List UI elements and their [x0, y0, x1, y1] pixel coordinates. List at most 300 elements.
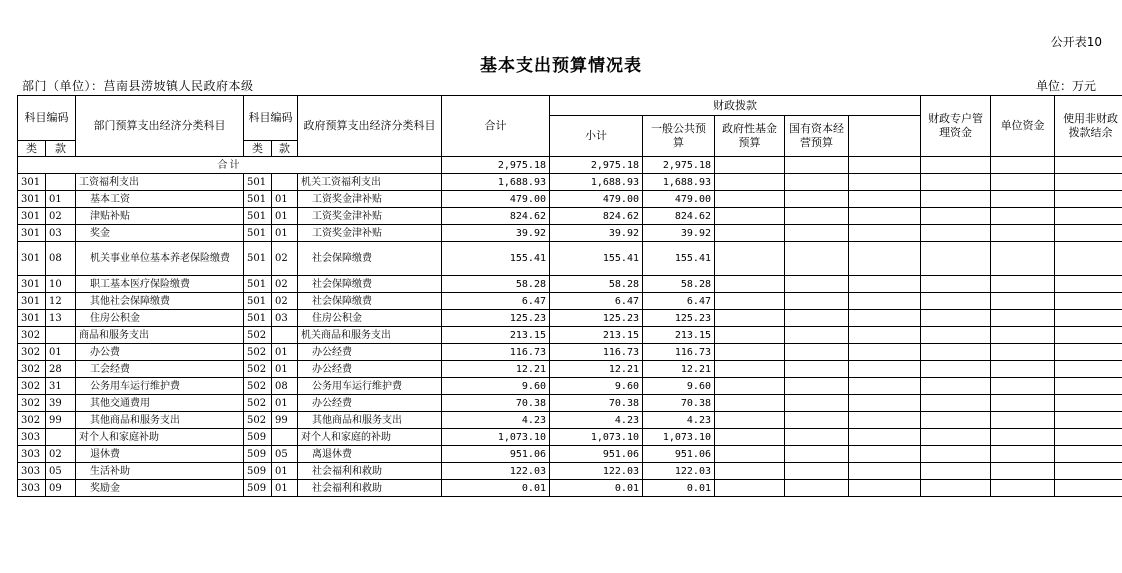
dept-subject-cell: 办公费: [76, 344, 244, 361]
subtotal-cell: 12.21: [550, 361, 643, 378]
subject-class-cell: 302: [18, 412, 46, 429]
empty-cell: [715, 208, 785, 225]
gov-item-cell: 01: [272, 344, 298, 361]
subtotal-cell: 824.62: [550, 208, 643, 225]
empty-cell: [849, 174, 921, 191]
general-cell: 1,073.10: [643, 429, 715, 446]
general-cell: 951.06: [643, 446, 715, 463]
empty-cell: [849, 191, 921, 208]
gov-item-cell: 01: [272, 225, 298, 242]
empty-cell: [921, 242, 991, 276]
subject-class-cell: 301: [18, 242, 46, 276]
empty-cell: [785, 208, 849, 225]
subject-code-header: 科目编码: [18, 96, 76, 141]
gov-subject-cell: 办公经费: [298, 395, 442, 412]
subtotal-cell: 58.28: [550, 276, 643, 293]
empty-cell: [715, 225, 785, 242]
subject-class-cell: 302: [18, 378, 46, 395]
empty-cell: [991, 429, 1055, 446]
gov-subject-cell: 社会保障缴费: [298, 293, 442, 310]
total-cell: 122.03: [442, 463, 550, 480]
empty-cell: [1055, 378, 1122, 395]
empty-cell: [849, 293, 921, 310]
empty-cell: [785, 191, 849, 208]
gov-class-cell: 501: [244, 310, 272, 327]
subject-class-cell: 301: [18, 310, 46, 327]
empty-cell: [991, 480, 1055, 497]
total-cell: 213.15: [442, 327, 550, 344]
gov-item-cell: 05: [272, 446, 298, 463]
empty-cell: [849, 242, 921, 276]
subject-item-cell: 01: [46, 344, 76, 361]
gov-subject-cell: 工资奖金津补贴: [298, 191, 442, 208]
fund-header: 政府性基金预算: [715, 116, 785, 157]
empty-cell: [785, 276, 849, 293]
empty-cell: [991, 191, 1055, 208]
document-label: 公开表10: [1050, 35, 1102, 49]
empty-cell: [991, 412, 1055, 429]
total-cell: 479.00: [442, 191, 550, 208]
gov-item-cell: 01: [272, 191, 298, 208]
subject-class-cell: 303: [18, 480, 46, 497]
total-cell: 4.23: [442, 412, 550, 429]
empty-cell: [785, 174, 849, 191]
gov-item-cell: 08: [272, 378, 298, 395]
empty-cell: [785, 480, 849, 497]
empty-cell: [1055, 293, 1122, 310]
subject-item-cell: 13: [46, 310, 76, 327]
subject-class-cell: 303: [18, 463, 46, 480]
subject-item-cell: 01: [46, 191, 76, 208]
subject-class-cell: 302: [18, 344, 46, 361]
table-row: [18, 293, 1122, 310]
gov-class-cell: 502: [244, 361, 272, 378]
subject-item-cell: 31: [46, 378, 76, 395]
gov-subject-cell: 工资奖金津补贴: [298, 208, 442, 225]
empty-cell: [715, 378, 785, 395]
gov-subject-cell: 机关商品和服务支出: [298, 327, 442, 344]
dept-subject-cell: 对个人和家庭补助: [76, 429, 244, 446]
gov-code-header: 科目编码: [244, 96, 298, 141]
empty-cell: [921, 395, 991, 412]
total-cell: 0.01: [442, 480, 550, 497]
empty-cell: [921, 429, 991, 446]
dept-subject-cell: 奖励金: [76, 480, 244, 497]
subtotal-cell: 213.15: [550, 327, 643, 344]
subject-item-cell: 03: [46, 225, 76, 242]
table-row: [18, 412, 1122, 429]
empty-cell: [715, 395, 785, 412]
empty-cell: [1055, 208, 1122, 225]
general-cell: 58.28: [643, 276, 715, 293]
subtotal-cell: 6.47: [550, 293, 643, 310]
empty-cell: [1055, 395, 1122, 412]
total-cell: 6.47: [442, 293, 550, 310]
table-row: [18, 480, 1122, 497]
empty-cell: [849, 480, 921, 497]
special-header: 财政专户管理资金: [921, 96, 991, 157]
empty-cell: [785, 242, 849, 276]
gov-class-cell: 502: [244, 344, 272, 361]
subject-item-cell: 02: [46, 446, 76, 463]
gov-item-cell: 01: [272, 463, 298, 480]
empty-cell: [921, 446, 991, 463]
gov-class-cell: 502: [244, 327, 272, 344]
empty-cell: [991, 446, 1055, 463]
empty-cell: [1055, 429, 1122, 446]
general-cell: 6.47: [643, 293, 715, 310]
gov-class-cell: 501: [244, 276, 272, 293]
general-header: 一般公共预算: [643, 116, 715, 157]
empty-cell: [785, 361, 849, 378]
gov-item-cell: [272, 174, 298, 191]
gov-class-cell: 502: [244, 395, 272, 412]
total-row-general: 2,975.18: [643, 157, 715, 174]
gov-item-cell: 02: [272, 242, 298, 276]
empty-cell: [715, 293, 785, 310]
general-cell: 1,688.93: [643, 174, 715, 191]
department-line: 部门（单位）：莒南县涝坡镇人民政府本级: [22, 79, 254, 93]
dept-subject-cell: 退休费: [76, 446, 244, 463]
empty-cell: [785, 293, 849, 310]
subject-item-cell: 09: [46, 480, 76, 497]
subtotal-header: 小计: [550, 116, 643, 157]
subtotal-cell: 4.23: [550, 412, 643, 429]
empty-cell: [991, 310, 1055, 327]
table-row: [18, 429, 1122, 446]
empty-cell: [1055, 327, 1122, 344]
subject-item-cell: 08: [46, 242, 76, 276]
gov-class-cell: 509: [244, 480, 272, 497]
item-header: 款: [46, 141, 76, 157]
table-row: [18, 191, 1122, 208]
gov-item-cell: 99: [272, 412, 298, 429]
empty-cell: [921, 412, 991, 429]
gov-class-cell: 501: [244, 174, 272, 191]
gov-subject-cell: 社会保障缴费: [298, 276, 442, 293]
general-cell: 824.62: [643, 208, 715, 225]
total-row: [18, 157, 1122, 174]
table-row: [18, 327, 1122, 344]
empty-cell: [849, 361, 921, 378]
class-header: 类: [18, 141, 46, 157]
empty-cell: [991, 378, 1055, 395]
subject-class-cell: 301: [18, 293, 46, 310]
state-capital-header: 国有资本经营预算: [785, 116, 849, 157]
empty-cell: [921, 463, 991, 480]
gov-item-cell: [272, 429, 298, 446]
gov-class-header: 类: [244, 141, 272, 157]
subject-class-cell: 301: [18, 191, 46, 208]
subject-class-cell: 301: [18, 276, 46, 293]
gov-item-cell: 01: [272, 208, 298, 225]
total-cell: 125.23: [442, 310, 550, 327]
gov-class-cell: 502: [244, 412, 272, 429]
subtotal-cell: 39.92: [550, 225, 643, 242]
empty-cell: [785, 310, 849, 327]
empty-cell: [785, 446, 849, 463]
gov-subject-header: 政府预算支出经济分类科目: [298, 96, 442, 157]
total-cell: 70.38: [442, 395, 550, 412]
gov-subject-cell: 社会福利和救助: [298, 480, 442, 497]
general-cell: 39.92: [643, 225, 715, 242]
empty-cell: [715, 446, 785, 463]
table-row: [18, 463, 1122, 480]
total-cell: 155.41: [442, 242, 550, 276]
gov-item-cell: 01: [272, 395, 298, 412]
table-row: [18, 446, 1122, 463]
empty-cell: [715, 412, 785, 429]
general-cell: 116.73: [643, 344, 715, 361]
empty-cell: [715, 242, 785, 276]
general-cell: 70.38: [643, 395, 715, 412]
empty-cell: [921, 344, 991, 361]
empty-cell: [849, 276, 921, 293]
empty-cell: [715, 174, 785, 191]
empty-cell: [991, 344, 1055, 361]
subtotal-cell: 479.00: [550, 191, 643, 208]
empty-cell: [785, 225, 849, 242]
gov-subject-cell: 其他商品和服务支出: [298, 412, 442, 429]
empty-cell: [849, 429, 921, 446]
subtotal-cell: 155.41: [550, 242, 643, 276]
empty-cell: [849, 208, 921, 225]
table-row: [18, 242, 1122, 276]
empty-cell: [849, 395, 921, 412]
total-cell: 1,073.10: [442, 429, 550, 446]
gov-item-cell: 02: [272, 276, 298, 293]
empty-cell: [921, 174, 991, 191]
empty-cell: [1055, 463, 1122, 480]
empty-cell: [991, 242, 1055, 276]
empty-cell: [785, 395, 849, 412]
dept-subject-cell: 公务用车运行维护费: [76, 378, 244, 395]
general-cell: 155.41: [643, 242, 715, 276]
total-row-subtotal: 2,975.18: [550, 157, 643, 174]
general-cell: 125.23: [643, 310, 715, 327]
subtotal-cell: 116.73: [550, 344, 643, 361]
subject-class-cell: 302: [18, 395, 46, 412]
subject-item-cell: 10: [46, 276, 76, 293]
gov-subject-cell: 工资奖金津补贴: [298, 225, 442, 242]
gov-subject-cell: 办公经费: [298, 361, 442, 378]
subject-class-cell: 302: [18, 327, 46, 344]
empty-cell: [1055, 191, 1122, 208]
empty-cell: [785, 429, 849, 446]
empty-cell: [991, 225, 1055, 242]
subject-item-cell: 12: [46, 293, 76, 310]
total-row-total: 2,975.18: [442, 157, 550, 174]
table-row: [18, 225, 1122, 242]
empty-cell: [991, 208, 1055, 225]
dept-subject-cell: 住房公积金: [76, 310, 244, 327]
total-cell: 12.21: [442, 361, 550, 378]
subject-class-cell: 303: [18, 446, 46, 463]
gov-item-cell: 02: [272, 293, 298, 310]
table-row: [18, 395, 1122, 412]
empty-cell: [1055, 276, 1122, 293]
table-row: [18, 276, 1122, 293]
dept-subject-cell: 商品和服务支出: [76, 327, 244, 344]
empty-cell: [1055, 344, 1122, 361]
dept-subject-cell: 工会经费: [76, 361, 244, 378]
empty-cell: [715, 361, 785, 378]
gov-class-cell: 501: [244, 293, 272, 310]
empty-cell: [1055, 480, 1122, 497]
subject-class-cell: 301: [18, 225, 46, 242]
table-row: [18, 208, 1122, 225]
empty-cell: [921, 191, 991, 208]
empty-cell: [849, 463, 921, 480]
total-cell: 824.62: [442, 208, 550, 225]
total-cell: 951.06: [442, 446, 550, 463]
empty-cell: [921, 361, 991, 378]
empty-cell: [991, 174, 1055, 191]
empty-cell: [921, 327, 991, 344]
empty-cell: [849, 412, 921, 429]
dept-subject-cell: 其他社会保障缴费: [76, 293, 244, 310]
gov-subject-cell: 公务用车运行维护费: [298, 378, 442, 395]
empty-cell: [991, 463, 1055, 480]
empty-cell: [715, 463, 785, 480]
general-cell: 0.01: [643, 480, 715, 497]
table-row: [18, 361, 1122, 378]
subject-item-cell: 02: [46, 208, 76, 225]
gov-subject-cell: 办公经费: [298, 344, 442, 361]
dept-subject-cell: 奖金: [76, 225, 244, 242]
subject-item-cell: [46, 327, 76, 344]
empty-cell: [715, 310, 785, 327]
fiscal-header: 财政拨款: [550, 96, 921, 116]
total-cell: 39.92: [442, 225, 550, 242]
dept-subject-cell: 津贴补贴: [76, 208, 244, 225]
dept-subject-cell: 基本工资: [76, 191, 244, 208]
dept-subject-cell: 其他交通费用: [76, 395, 244, 412]
subtotal-cell: 70.38: [550, 395, 643, 412]
empty-cell: [849, 378, 921, 395]
empty-cell: [785, 463, 849, 480]
gov-subject-cell: 社会福利和救助: [298, 463, 442, 480]
empty-cell: [1055, 242, 1122, 276]
empty-cell: [785, 378, 849, 395]
subtotal-cell: 122.03: [550, 463, 643, 480]
empty-cell: [785, 412, 849, 429]
gov-class-cell: 509: [244, 429, 272, 446]
gov-subject-cell: 机关工资福利支出: [298, 174, 442, 191]
general-cell: 479.00: [643, 191, 715, 208]
page-title: 基本支出预算情况表: [480, 56, 642, 76]
subtotal-cell: 1,688.93: [550, 174, 643, 191]
gov-item-cell: 01: [272, 480, 298, 497]
general-cell: 213.15: [643, 327, 715, 344]
gov-class-cell: 501: [244, 208, 272, 225]
general-cell: 122.03: [643, 463, 715, 480]
subject-class-cell: 303: [18, 429, 46, 446]
gov-class-cell: 501: [244, 225, 272, 242]
unit-funds-header: 单位资金: [991, 96, 1055, 157]
empty-cell: [991, 293, 1055, 310]
empty-cell: [849, 344, 921, 361]
subject-item-cell: 28: [46, 361, 76, 378]
budget-table: [17, 95, 1122, 497]
total-cell: 1,688.93: [442, 174, 550, 191]
gov-class-cell: 501: [244, 242, 272, 276]
empty-cell: [921, 310, 991, 327]
empty-cell: [1055, 361, 1122, 378]
empty-cell: [715, 327, 785, 344]
dept-subject-header: 部门预算支出经济分类科目: [76, 96, 244, 157]
dept-subject-cell: 工资福利支出: [76, 174, 244, 191]
empty-cell: [991, 327, 1055, 344]
empty-cell: [849, 225, 921, 242]
subtotal-cell: 125.23: [550, 310, 643, 327]
gov-subject-cell: 住房公积金: [298, 310, 442, 327]
dept-subject-cell: 其他商品和服务支出: [76, 412, 244, 429]
empty-cell: [921, 208, 991, 225]
table-row: [18, 378, 1122, 395]
total-cell: 9.60: [442, 378, 550, 395]
empty-cell: [715, 191, 785, 208]
subtotal-cell: 0.01: [550, 480, 643, 497]
total-row-label: 合计: [18, 157, 442, 174]
gov-class-cell: 502: [244, 378, 272, 395]
subtotal-cell: 9.60: [550, 378, 643, 395]
gov-item-header: 款: [272, 141, 298, 157]
empty-cell: [991, 361, 1055, 378]
total-cell: 58.28: [442, 276, 550, 293]
general-cell: 9.60: [643, 378, 715, 395]
empty-cell: [1055, 446, 1122, 463]
dept-subject-cell: 机关事业单位基本养老保险缴费: [76, 242, 244, 276]
empty-cell: [715, 276, 785, 293]
subject-item-cell: 99: [46, 412, 76, 429]
gov-class-cell: 509: [244, 446, 272, 463]
dept-subject-cell: 生活补助: [76, 463, 244, 480]
empty-cell: [785, 327, 849, 344]
empty-cell: [849, 446, 921, 463]
empty-cell: [715, 480, 785, 497]
general-cell: 4.23: [643, 412, 715, 429]
unit-line: 单位：万元: [1035, 79, 1096, 93]
non-fiscal-header: 使用非财政拨款结余: [1055, 96, 1122, 157]
dept-subject-cell: 职工基本医疗保险缴费: [76, 276, 244, 293]
empty-cell: [921, 378, 991, 395]
gov-class-cell: 509: [244, 463, 272, 480]
subject-item-cell: 05: [46, 463, 76, 480]
gov-item-cell: 03: [272, 310, 298, 327]
gov-subject-cell: 离退休费: [298, 446, 442, 463]
empty-cell: [1055, 412, 1122, 429]
empty-cell: [785, 344, 849, 361]
empty-cell: [715, 344, 785, 361]
subtotal-cell: 951.06: [550, 446, 643, 463]
total-cell: 116.73: [442, 344, 550, 361]
empty-cell: [921, 293, 991, 310]
subject-item-cell: [46, 429, 76, 446]
empty-cell: [1055, 310, 1122, 327]
table-row: [18, 344, 1122, 361]
empty-cell: [921, 480, 991, 497]
gov-class-cell: 501: [244, 191, 272, 208]
empty-cell: [849, 310, 921, 327]
gov-item-cell: [272, 327, 298, 344]
general-cell: 12.21: [643, 361, 715, 378]
table-row: [18, 174, 1122, 191]
subtotal-cell: 1,073.10: [550, 429, 643, 446]
empty-cell: [1055, 225, 1122, 242]
total-header: 合计: [442, 96, 550, 157]
table-row: [18, 310, 1122, 327]
